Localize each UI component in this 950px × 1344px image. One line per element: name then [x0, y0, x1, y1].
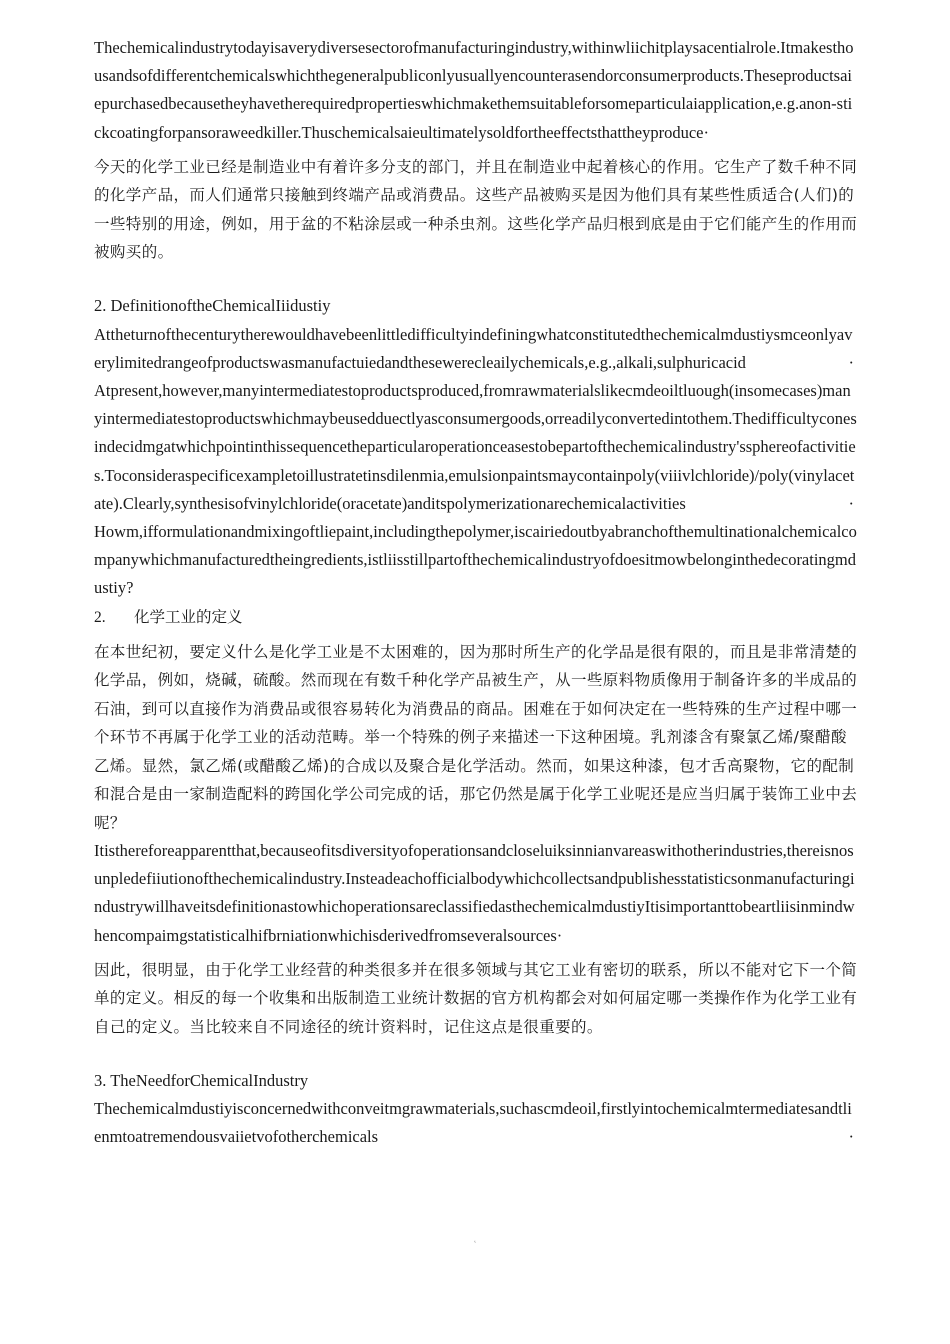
- section-2-heading-chinese: [94, 603, 858, 632]
- paragraph-2b-text: Atpresent,however,manyintermediatestoproductsproduced,fromrawmaterialslikecmdeoiltluough(insomecases)manyintermediatestoproductswhichmaybeusedduectlyasconsumergoods,orreadilyconvertedintothem.Thedifficultyconesindecidmgatwhichpointinthissequencetheparticularoperationceasestobepartofthechemicalindustry'ssphereofactivities.Toconsideraspecificexampletoillustratetinsdilenmia,emulsionpaintsmaycontainpoly(viiivlchloride)/poly(vinylacetate).Clearly,synthesisofvinylchloride(oracetate)anditspolymerizationarechemicalactivities: [94, 381, 857, 513]
- section-2-title-chinese: 化学工业的定义: [134, 607, 243, 626]
- paragraph-2a-dot: ·: [848, 352, 854, 372]
- paragraph-4-dot: ·: [848, 1127, 854, 1147]
- paragraph-4-english: [94, 1095, 858, 1151]
- paragraph-4-text: Thechemicalmdustiyisconcernedwithconveitmgrawmaterials,suchascmdeoil,firstlyintochemicalmtermediatesandtlienmtoatremendousvaiietvofotherchemicals: [94, 1099, 852, 1147]
- scan-mark: ˛: [474, 1234, 477, 1243]
- paragraph-2a-text: Attheturnofthecenturytherewouldhavebeenlittledifficultyindefiningwhatconstitutedthechemicalmdustiysmceonlyaverylimitedrangeofproductswasmanufactuiedandthesewerecleailychemicals,e.g.,alkali,sulphuricacid: [94, 324, 853, 372]
- paragraph-1-english: Thechemicalindustrytodayisaverydiversesectorofmanufacturingindustry,withinwliichitplaysacentialrole.Itmakesthousandsofdifferentchemicalswhichthegeneralpubliconlyusuallyencounterasendorconsumerproducts.Theseproductsaiepurchasedbecausetheyhavetherequiredpropertieswhichmakethemsuitableforsomeparticulaiapplication,e.g.anon-stickcoatingforpansoraweedkiller.Thuschemicalsaieultimatelysoldfortheeffectsthattheyproduce·: [94, 38, 854, 142]
- section-3-heading-english: 3. TheNeedforChemicalIndustry: [94, 1070, 309, 1090]
- paragraph-2-chinese: 在本世纪初，要定义什么是化学工业是不太困难的，因为那时所生产的化学品是很有限的，而且是非常清楚的化学品，例如，烧碱，硫酸。然而现在有数千种化学产品被生产，从一些原料物质像用于制备许多的半成品的石油，到可以直接作为消费品或很容易转化为消费品的商品。困难在于如何决定在一些特殊的生产过程中哪一个环节不再属于化学工业的活动范畴。举一个特殊的例子来描述一下这种困境。乳剂漆含有聚氯乙烯/聚醋酸乙烯。显然，氯乙烯(或醋酸乙烯)的合成以及聚合是化学活动。然而，如果这种漆，包才舌高聚物，它的配制和混合是由一家制造配料的跨国化学公司完成的话，那它仍然是属于化学工业呢还是应当归属于装饰工业中去呢？: [94, 643, 858, 832]
- paragraph-2c-english: Howm,ifformulationandmixingoftliepaint,includingthepolymer,iscairiedoutbyabranchofthemultinationalchemicalcompanywhichmanufacturedtheingredients,istliisstillpartofthechemicalindustryofdoesitmowbelonginthedecoratingmdustiy?: [94, 522, 857, 598]
- paragraph-2b-dot: ·: [848, 493, 854, 513]
- paragraph-2a-english: [94, 321, 858, 377]
- paragraph-3-chinese: 因此，很明显，由于化学工业经营的种类很多并在很多领域与其它工业有密切的联系，所以不能对它下一个简单的定义。相反的每一个收集和出版制造工业统计数据的官方机构都会对如何届定哪一类操作作为化学工业有自己的定义。当比较来自不同途径的统计资料时，记住这点是很重要的。: [94, 960, 858, 1036]
- document-page: [94, 34, 858, 1152]
- section-2-heading-english: 2. DefinitionoftheChemicalIiidustiy: [94, 296, 331, 316]
- paragraph-3-english: Itisthereforeapparentthat,becauseofitsdiversityofoperationsandcloseluiksinnianvareaswithotherindustries,thereisnosunpledefiiutionofthechemicalindustry.InsteadeachofficialbodywhichcollectsandpublishesstatisticsonmanufacturingindustrywillhaveitsdefinitionastowhichoperationsareclassifiedasthechemicalmdustiyItisimportanttobeartliisinmindwhencompaimgstatisticalhifbrniationwhichisderivedfromseveralsources·: [94, 840, 855, 945]
- section-2-number: 2.: [94, 608, 106, 626]
- paragraph-2b-english: [94, 377, 858, 518]
- paragraph-1-chinese: 今天的化学工业已经是制造业中有着许多分支的部门，并且在制造业中起着核心的作用。它生产了数千种不同的化学产品，而人们通常只接触到终端产品或消费品。这些产品被购买是因为他们具有某些性质适合(人们)的一些特别的用途，例如，用于盆的不粘涂层或一种杀虫剂。这些化学产品归根到底是由于它们能产生的作用而被购买的。: [94, 157, 858, 262]
